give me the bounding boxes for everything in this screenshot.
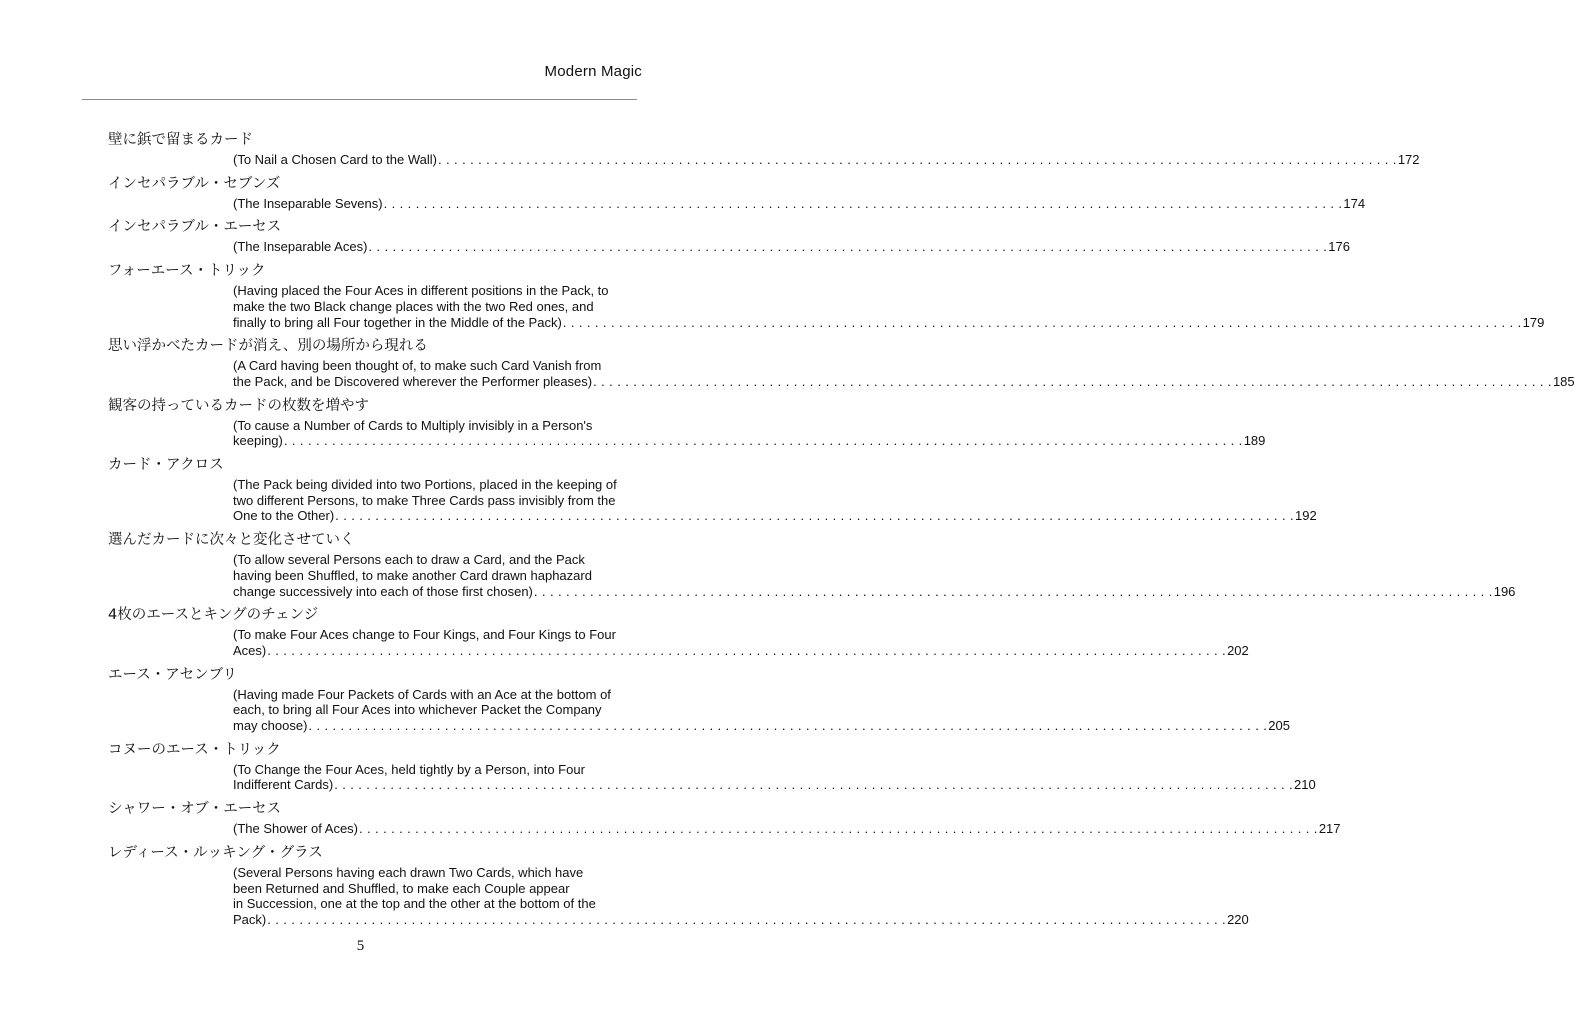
toc-entry-description (233, 686, 1290, 740)
toc-entry-description (233, 821, 1341, 843)
dot-leader: . . . . . . . . . . . . . . . . . . . . . . . . . . . . . . . . . . . . . . . . . . . . . . . . . . . . . . . . . . . . . . . . . . . . . . . . . . . . . . . . . . . . . . . . . . . . . . . . . . . . . . . . . . . . . . . . . . . . . . . . (368, 239, 1328, 255)
description-line: two different Persons, to make Three Cards pass invisibly from the (233, 492, 616, 508)
toc-page-number: 192 (1295, 508, 1317, 524)
dot-leader: . . . . . . . . . . . . . . . . . . . . . . . . . . . . . . . . . . . . . . . . . . . . . . . . . . . . . . . . . . . . . . . . . . . . . . . . . . . . . . . . . . . . . . . . . . . . . . . . . . . . . . . . . . . . . . . . . . . . . . . . (533, 583, 1493, 599)
description-last-line (233, 195, 1366, 212)
toc-page-number: 210 (1294, 777, 1316, 793)
description-line: Aces) (233, 642, 267, 658)
toc-page-number: 185 (1552, 373, 1575, 389)
toc-page-number: 174 (1343, 195, 1366, 211)
toc-entry (108, 740, 1316, 799)
toc-entry-description (233, 552, 1516, 605)
toc-entry (108, 530, 1516, 605)
description-line: One to the Other) (233, 508, 335, 524)
toc-page-number: 172 (1397, 152, 1420, 167)
description-last-line (233, 911, 1249, 928)
description-line: (A Card having been thought of, to make such Card Vanish from (233, 358, 602, 374)
description-line: (The Inseparable Sevens) (233, 195, 383, 211)
toc-entry-title: インセパラブル・エーセス (108, 219, 282, 236)
toc-entry-title: インセパラブル・セブンズ (108, 175, 281, 192)
description-last-line (233, 239, 1350, 255)
toc-entry (108, 605, 1249, 664)
description-line: having been Shuffled, to make another Card drawn haphazard (233, 567, 592, 583)
description-line: (To Nail a Chosen Card to the Wall) (233, 152, 437, 167)
toc-entry-title: 4枚のエースとキングのチェンジ (108, 607, 319, 624)
description-line: (Having placed the Four Aces in different positions in the Pack, to (233, 283, 609, 299)
toc-entry-description (233, 627, 1249, 664)
toc-entry-description (233, 152, 1420, 174)
description-line: been Returned and Shuffled, to make each Couple appear (233, 880, 570, 896)
dot-leader: . . . . . . . . . . . . . . . . . . . . . . . . . . . . . . . . . . . . . . . . . . . . . . . . . . . . . . . . . . . . . . . . . . . . . . . . . . . . . . . . . . . . . . . . . . . . . . . . . . . . . . . . . . . . . . . . . . . . . . . . (562, 314, 1522, 330)
toc-entry-title: フォーエース・トリック (108, 263, 266, 280)
toc-entry-description (233, 195, 1366, 218)
description-line: Indifferent Cards) (233, 777, 334, 793)
toc-entry-description (233, 477, 1317, 530)
description-last-line (233, 314, 1545, 331)
toc-page-number: 205 (1268, 718, 1290, 734)
toc-entry (108, 217, 1350, 261)
header-rule (82, 99, 637, 100)
toc-entry-description (233, 417, 1266, 455)
toc-page-number: 189 (1243, 433, 1266, 449)
description-line: (The Inseparable Aces) (233, 239, 368, 255)
toc-entry-description (233, 864, 1249, 934)
dot-leader: . . . . . . . . . . . . . . . . . . . . . . . . . . . . . . . . . . . . . . . . . . . . . . . . . . . . . . . . . . . . . . . . . . . . . . . . . . . . . . . . . . . . . . . . . . . . . . . . . . . . . . . . . . . . . . . . . . . . . . . . (383, 195, 1343, 211)
dot-leader: . . . . . . . . . . . . . . . . . . . . . . . . . . . . . . . . . . . . . . . . . . . . . . . . . . . . . . . . . . . . . . . . . . . . . . . . . . . . . . . . . . . . . . . . . . . . . . . . . . . . . . . . . . . . . . . . . . . . . . . . (267, 911, 1227, 927)
toc-entry (108, 396, 1266, 455)
toc-entry (108, 843, 1249, 934)
description-line: (To Change the Four Aces, held tightly by a Person, into Four (233, 761, 585, 777)
toc-page-number: 176 (1328, 239, 1350, 255)
toc-entry-description (233, 239, 1350, 261)
description-line: (To cause a Number of Cards to Multiply invisibly in a Person's (233, 417, 593, 433)
dot-leader: . . . . . . . . . . . . . . . . . . . . . . . . . . . . . . . . . . . . . . . . . . . . . . . . . . . . . . . . . . . . . . . . . . . . . . . . . . . . . . . . . . . . . . . . . . . . . . . . . . . . . . . . . . . . . . . . . . . . . . . . (334, 777, 1294, 793)
toc-page-number: 179 (1522, 314, 1545, 330)
description-line: (The Pack being divided into two Portions, placed in the keeping of (233, 477, 617, 493)
toc-entry-title: 観客の持っているカードの枚数を増やす (108, 397, 369, 414)
toc-entry-description (233, 761, 1316, 799)
running-header: Modern Magic (544, 63, 642, 80)
dot-leader: . . . . . . . . . . . . . . . . . . . . . . . . . . . . . . . . . . . . . . . . . . . . . . . . . . . . . . . . . . . . . . . . . . . . . . . . . . . . . . . . . . . . . . . . . . . . . . . . . . . . . . . . . . . . . . . . . . . . . . . . (335, 508, 1294, 524)
dot-leader: . . . . . . . . . . . . . . . . . . . . . . . . . . . . . . . . . . . . . . . . . . . . . . . . . . . . . . . . . . . . . . . . . . . . . . . . . . . . . . . . . . . . . . . . . . . . . . . . . . . . . . . . . . . . . . . . . . . . . . . . (438, 152, 1397, 167)
description-line: (The Shower of Aces) (233, 821, 358, 837)
description-last-line (233, 821, 1341, 837)
toc-entry (108, 799, 1341, 843)
description-line: finally to bring all Four together in the Middle of the Pack) (233, 314, 562, 330)
description-line: each, to bring all Four Aces into whichever Packet the Company (233, 702, 602, 718)
toc-entry-title: 壁に鋲で留まるカード (108, 132, 253, 148)
dot-leader: . . . . . . . . . . . . . . . . . . . . . . . . . . . . . . . . . . . . . . . . . . . . . . . . . . . . . . . . . . . . . . . . . . . . . . . . . . . . . . . . . . . . . . . . . . . . . . . . . . . . . . . . . . . . . . . . . . . . . . . . (359, 821, 1318, 837)
description-last-line (233, 508, 1317, 524)
description-line: Pack) (233, 911, 267, 927)
dot-leader: . . . . . . . . . . . . . . . . . . . . . . . . . . . . . . . . . . . . . . . . . . . . . . . . . . . . . . . . . . . . . . . . . . . . . . . . . . . . . . . . . . . . . . . . . . . . . . . . . . . . . . . . . . . . . . . . . . . . . . . . (308, 718, 1268, 734)
description-line: keeping) (233, 433, 283, 449)
toc-entry (108, 130, 1420, 174)
description-line: (Having made Four Packets of Cards with an Ace at the bottom of (233, 686, 611, 702)
toc-entry (108, 336, 1575, 395)
description-line: the Pack, and be Discovered wherever the Performer pleases) (233, 373, 593, 389)
toc-page-number: 220 (1227, 911, 1249, 927)
toc-entry-title: レディース・ルッキング・グラス (108, 844, 323, 861)
description-line: make the two Black change places with the two Red ones, and (233, 298, 594, 314)
description-line: (Several Persons having each drawn Two Cards, which have (233, 864, 584, 880)
description-last-line (233, 642, 1249, 659)
description-last-line (233, 718, 1290, 734)
toc-entry-description (233, 283, 1545, 336)
toc-entry (108, 455, 1317, 530)
toc-page-number: 217 (1318, 821, 1341, 837)
description-last-line (233, 777, 1316, 793)
dot-leader: . . . . . . . . . . . . . . . . . . . . . . . . . . . . . . . . . . . . . . . . . . . . . . . . . . . . . . . . . . . . . . . . . . . . . . . . . . . . . . . . . . . . . . . . . . . . . . . . . . . . . . . . . . . . . . . . . . . . . . . . (283, 433, 1243, 449)
toc-entry (108, 665, 1290, 740)
dot-leader: . . . . . . . . . . . . . . . . . . . . . . . . . . . . . . . . . . . . . . . . . . . . . . . . . . . . . . . . . . . . . . . . . . . . . . . . . . . . . . . . . . . . . . . . . . . . . . . . . . . . . . . . . . . . . . . . . . . . . . . . (593, 373, 1552, 389)
toc-entry-title: コヌーのエース・トリック (108, 741, 281, 758)
toc-entry-title: 選んだカードに次々と変化させていく (108, 532, 355, 549)
description-line: change successively into each of those first chosen) (233, 583, 533, 599)
toc-entry-title: シャワー・オブ・エーセス (108, 801, 281, 818)
description-last-line (233, 373, 1575, 390)
description-line: (To allow several Persons each to draw a Card, and the Pack (233, 552, 585, 568)
description-line: (To make Four Aces change to Four Kings, and Four Kings to Four (233, 627, 616, 643)
description-last-line (233, 152, 1420, 168)
toc-entry-title: エース・アセンブリ (108, 666, 238, 683)
description-last-line (233, 583, 1516, 600)
toc-entry-description (233, 358, 1575, 395)
description-line: may choose) (233, 718, 308, 734)
toc-page-number: 202 (1227, 642, 1249, 658)
toc-entry-title: 思い浮かべたカードが消え、別の場所から現れる (108, 338, 428, 355)
description-last-line (233, 433, 1266, 449)
toc-page-number: 196 (1493, 583, 1516, 599)
page-number: 5 (356, 938, 365, 954)
toc-entry (108, 174, 1366, 218)
dot-leader: . . . . . . . . . . . . . . . . . . . . . . . . . . . . . . . . . . . . . . . . . . . . . . . . . . . . . . . . . . . . . . . . . . . . . . . . . . . . . . . . . . . . . . . . . . . . . . . . . . . . . . . . . . . . . . . . . . . . . . . . (267, 642, 1227, 658)
toc-entry-title: カード・アクロス (108, 457, 224, 474)
table-of-contents (108, 130, 1575, 934)
description-line: in Succession, one at the top and the other at the bottom of the (233, 896, 596, 912)
toc-entry (108, 261, 1545, 336)
